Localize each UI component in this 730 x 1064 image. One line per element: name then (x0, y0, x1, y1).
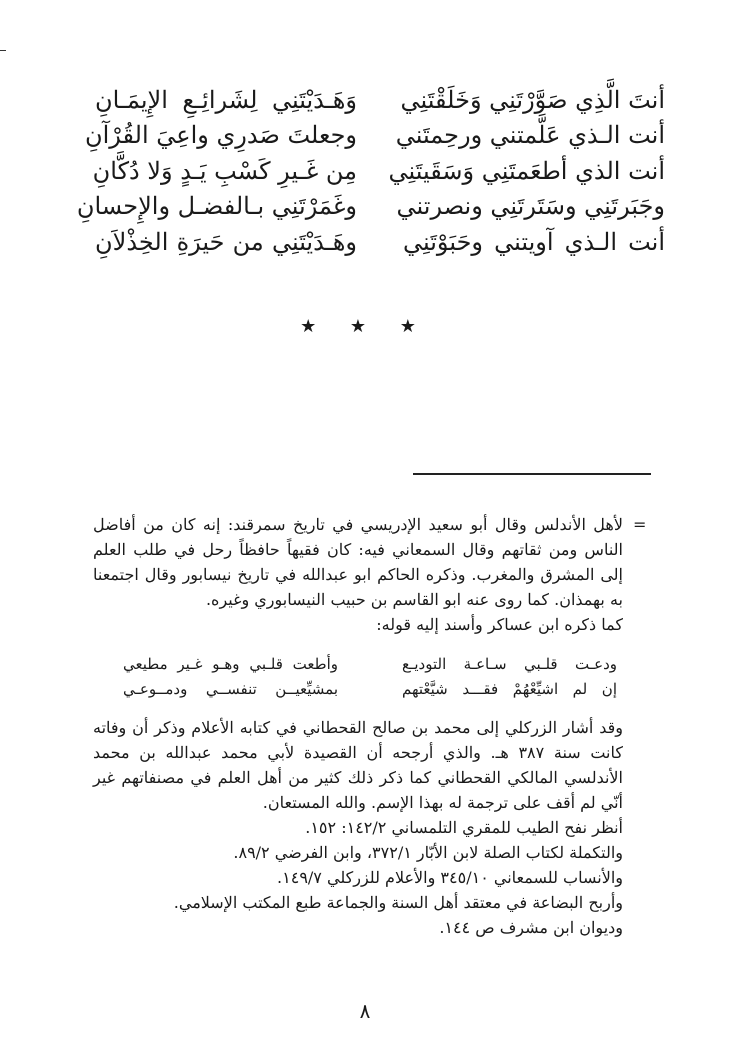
page-number: ٨ (359, 999, 371, 1023)
verse-first-hemistich: أنت الذي أطعَمتَنِي وَسَقَيتَنِي (388, 156, 665, 185)
footnote-paragraph: وقد أشار الزركلي إلى محمد بن صالح القحطاني في كتابه الأعلام وذكر أن وفاته كانت سنة ٣٨٧ هـ. والذي أرجحه أن القصيدة لأبي محمد عبدالله بن محمد الأندلسي المالكي القحطاني كما ذكر ذلك كثير من أهل العلم في مصنفاتهم غير أنّي لم أقف على ترجمة له بهذا الإسم. والله المستعان. (93, 718, 624, 812)
verse (76, 189, 665, 225)
reference-line: والتكملة لكتاب الصلة لابن الأبّار ٣٧٢/١، وابن الفرضي ٨٩/٢. (233, 843, 623, 862)
reference-line: وأربح البضاعة في معتقد أهل السنة والجماعة طبع المكتب الإسلامي. (173, 893, 623, 912)
verse-first-hemistich: أنت الـذي عَلَّمتني ورحِمتَني (395, 121, 665, 150)
quoted-first-hemistich: إن لم اشيِّعْهُمْ فقـــد شيَّعْتهم (402, 679, 617, 698)
reference-line: أنظر نفح الطيب للمقري التلمساني ١٤٢/٢: ١٥٢. (305, 818, 623, 837)
verse (95, 82, 665, 118)
footnote-paragraph: لأهل الأندلس وقال أبو سعيد الإدريسي في تاريخ سمرقند: إنه كان من أفاضل الناس ومن ثقاتهم وقال السمعاني فيه: كان فقيهاً حافظاً رحل في طلب العلم إلى المشرق والمغرب. وذكره الحاكم ابو عبدالله في تاريخ نيسابور وقال اجتمعنا به بهمذان. كما روى عنه ابو القاسم بن حبيب النيسابوري وغيره. (93, 515, 623, 609)
footnotes (93, 512, 623, 940)
continuation-mark: = (633, 515, 647, 534)
poem (76, 82, 665, 260)
quoted-second-hemistich: بمشيِّعيــن تنفســي ودمــوعـي (123, 679, 338, 698)
verse-first-hemistich: أنتَ الَّذِي صَوَّرْتَنِي وَخَلَقْتَنِي (400, 85, 665, 114)
quoted-second-hemistich: وأطعت قلـبي وهـو غـير مطيعي (123, 654, 338, 673)
verse (85, 118, 665, 154)
verse-second-hemistich: وَهَـدَيْتَنِي لِشَرائِـعِ الإِيمَـانِ (95, 85, 357, 114)
verse-first-hemistich: وجَبَرتَنِي وسَتَرتَنِي ونصرتني (396, 192, 665, 221)
verse-second-hemistich: وجعلتَ صَدرِي واعِيَ القُرْآنِ (85, 121, 357, 150)
verse-second-hemistich: وغَمَرْتَنِي بـالفضـل والإِحسانِ (76, 192, 357, 221)
quoted-verse (93, 651, 623, 676)
edge-mark (0, 50, 6, 51)
quoted-first-hemistich: ودعـت قلـبي سـاعـة التوديـع (402, 654, 617, 673)
verse-second-hemistich: مِن غَـيرِ كَسْبِ يَـدٍ وَلا دُكَّانِ (92, 156, 357, 185)
reference-line: والأنساب للسمعاني ٣٤٥/١٠ والأعلام للزركلي ١٤٩/٧. (277, 868, 623, 887)
quoted-verse (93, 676, 623, 701)
verse (95, 224, 665, 260)
section-stars: ★ ★ ★ (300, 316, 430, 337)
verse (92, 153, 665, 189)
verse-first-hemistich: أنت الـذي آويتني وحَبَوْتَنِي (403, 227, 665, 256)
footnote-rule (413, 473, 651, 475)
footnote-paragraph: كما ذكره ابن عساكر وأسند إليه قوله: (376, 615, 623, 634)
reference-line: وديوان ابن مشرف ص ١٤٤. (439, 918, 623, 937)
verse-second-hemistich: وهَـدَيْتَنِي من حَيرَةِ الخِذْلاَنِ (95, 227, 357, 256)
